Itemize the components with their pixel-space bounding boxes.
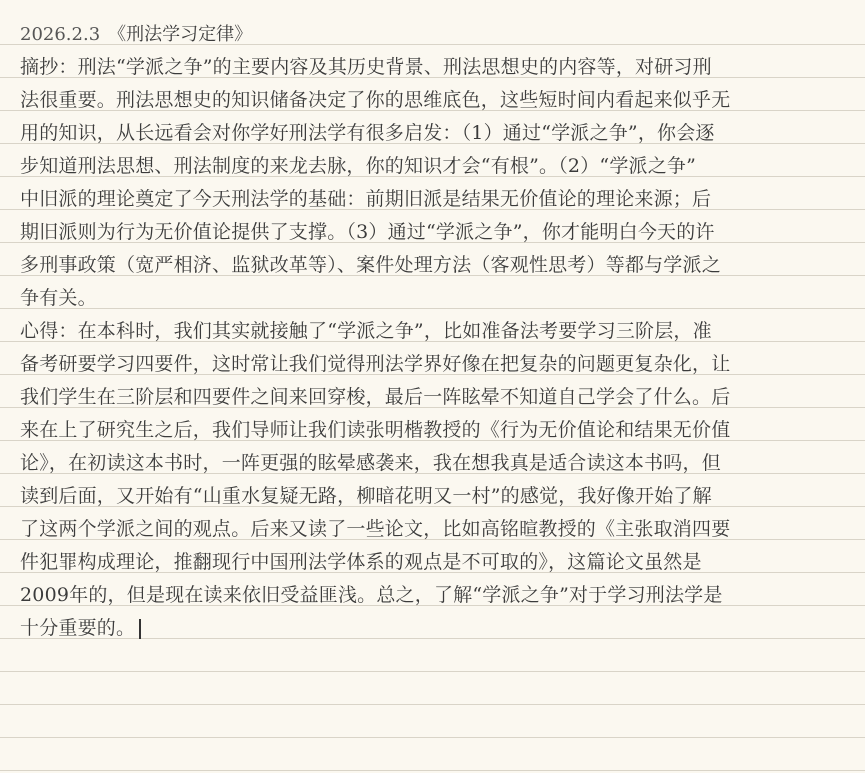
text-line[interactable]: 我们学生在三阶层和四要件之间来回穿梭，最后一阵眩晕不知道自己学会了什么。后	[20, 386, 731, 408]
text-line[interactable]: 多刑事政策（宽严相济、监狱改革等）、案件处理方法（客观性思考）等都与学派之	[20, 254, 721, 276]
text-line[interactable]: 来在上了研究生之后，我们导师让我们读张明楷教授的《行为无价值论和结果无价值	[20, 419, 731, 441]
note-title	[20, 18, 833, 51]
text-line[interactable]: 步知道刑法思想、刑法制度的来龙去脉，你的知识才会“有根”。（2）“学派之争”	[20, 155, 697, 177]
text-line[interactable]: 用的知识，从长远看会对你学好刑法学有很多启发：（1）通过“学派之争”，你会逐	[20, 122, 715, 144]
text-line[interactable]: 摘抄：刑法“学派之争”的主要内容及其历史背景、刑法思想史的内容等，对研习刑	[20, 56, 712, 78]
text-line[interactable]: 论》，在初读这本书时，一阵更强的眩晕感袭来，我在想我真是适合读这本书吗，但	[20, 452, 721, 474]
book-title: 《刑法学习定律》	[108, 24, 253, 45]
text-line[interactable]: 期旧派则为行为无价值论提供了支撑。（3）通过“学派之争”，你才能明白今天的许	[20, 221, 715, 243]
text-line[interactable]: 中旧派的理论奠定了今天刑法学的基础：前期旧派是结果无价值论的理论来源；后	[20, 188, 712, 210]
text-line[interactable]: 了这两个学派之间的观点。后来又读了一些论文，比如高铭暄教授的《主张取消四要	[20, 518, 731, 540]
text-line[interactable]: 读到后面，又开始有“山重水复疑无路，柳暗花明又一村”的感觉，我好像开始了解	[20, 485, 712, 507]
text-line[interactable]: 件犯罪构成理论，推翻现行中国刑法学体系的观点是不可取的》，这篇论文虽然是	[20, 551, 702, 573]
text-line[interactable]: 心得：在本科时，我们其实就接触了“学派之争”，比如准备法考要学习三阶层，准	[20, 320, 712, 342]
text-line[interactable]: 争有关。	[20, 287, 97, 309]
text-line[interactable]: 法很重要。刑法思想史的知识储备决定了你的思维底色，这些短时间内看起来似乎无	[20, 89, 731, 111]
note-date: 2026.2.3	[20, 24, 101, 45]
text-line-last[interactable]	[20, 612, 833, 645]
text-line[interactable]: 备考研要学习四要件，这时常让我们觉得刑法学界好像在把复杂的问题更复杂化，让	[20, 353, 731, 375]
text-cursor	[139, 619, 141, 639]
text-line[interactable]: 2009年的，但是现在读来依旧受益匪浅。总之，了解“学派之争”对于学习刑法学是	[20, 584, 723, 606]
last-line-text: 十分重要的。	[20, 617, 136, 639]
